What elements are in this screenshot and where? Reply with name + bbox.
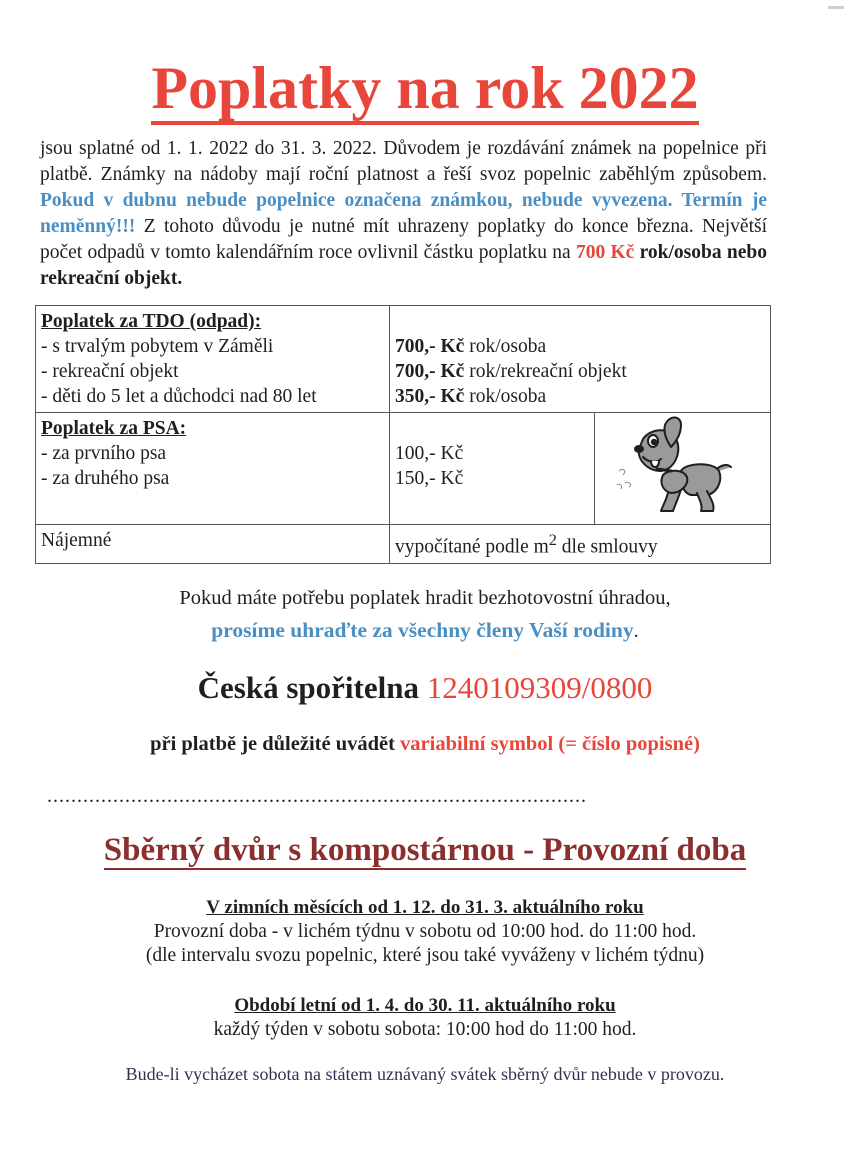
rent-label: Nájemné [41, 530, 112, 551]
tdo-labels-cell [36, 306, 390, 413]
dog-labels-cell [36, 413, 390, 525]
tdo-label: - rekreační objekt [41, 361, 179, 382]
cashless-line1: Pokud máte potřebu poplatek hradit bezhotovostní úhradou, [179, 587, 671, 609]
rent-label-cell [36, 525, 390, 564]
tdo-unit: rok/osoba [464, 386, 547, 407]
winter-heading: V zimních měsících od 1. 12. do 31. 3. aktuálního roku [206, 897, 644, 918]
bank-account [0, 668, 850, 708]
dog-amount: 100,- Kč [395, 443, 464, 464]
account-number: 1240109309/0800 [426, 670, 653, 705]
yard-title: Sběrný dvůr s kompostárnou - Provozní doba [103, 832, 747, 868]
summer-hours: každý týden v sobotu sobota: 10:00 hod do 11:00 hod. [213, 1019, 637, 1040]
tdo-amount-row [395, 359, 765, 384]
dog-heading: Poplatek za PSA: [41, 418, 187, 439]
tdo-amount-row [395, 334, 765, 359]
tdo-amount: 700,- Kč [395, 336, 465, 357]
dog-illustration-cell [595, 413, 771, 525]
vs-highlight: variabilní symbol (= číslo popisné) [400, 733, 700, 755]
page-title: Poplatky na rok 2022 [0, 48, 850, 128]
winter-note: (dle intervalu svozu popelnic, které jsou také vyváženy v lichém týdnu) [145, 945, 705, 966]
tdo-amount-row [395, 384, 765, 409]
intro-amount: 700 Kč [575, 242, 635, 263]
winter-hours: Provozní doba - v lichém týdnu v sobotu od 10:00 hod. do 11:00 hod. [153, 921, 697, 942]
cartoon-dog-icon [595, 413, 770, 517]
intro-paragraph [40, 136, 767, 292]
vs-text: při platbě je důležité uvádět [150, 733, 401, 755]
intro-warning: Pokud v dubnu nebude popelnice označena známkou, nebude vyvezena. Termín je neměnný!!! [40, 190, 767, 237]
holiday-note: Bude-li vycházet sobota na státem uznávaný svátek sběrný dvůr nebude v provozu. [125, 1064, 725, 1084]
tdo-amount: 350,- Kč [395, 386, 465, 407]
dog-label: - za druhého psa [41, 468, 170, 489]
intro-text-1: jsou splatné od 1. 1. 2022 do 31. 3. 2022. Důvodem je rozdávání známek na popelnice při platbě. Známky na nádoby mají roční platnost a řeší svoz popelnic zaběhlým způsobem. [40, 138, 767, 185]
table-row [36, 306, 771, 413]
intro-text-2: Z tohoto důvodu je nutné mít uhrazeny poplatky do konce března. Největší počet odpadů v tomto kalendářním roce ovlivnil částku poplatku na [40, 216, 767, 263]
dotted-separator: .......................................................................................... [47, 785, 587, 807]
table-row [36, 413, 771, 525]
cashless-note [0, 582, 850, 647]
tdo-label: - s trvalým pobytem v Záměli [41, 336, 274, 357]
dog-amounts-cell [390, 413, 595, 525]
tdo-unit: rok/rekreační objekt [464, 361, 627, 382]
tdo-unit: rok/osoba [464, 336, 547, 357]
cashless-line2: prosíme uhraďte za všechny členy Vaší rodiny [211, 618, 634, 642]
tdo-amounts-cell [390, 306, 771, 413]
cashless-line2-end: . [633, 620, 639, 642]
tdo-amount: 700,- Kč [395, 361, 465, 382]
scan-mark [828, 6, 844, 9]
bank-name: Česká spořitelna [197, 670, 427, 705]
rent-value-pre: vypočítané podle m [395, 536, 549, 558]
dog-label: - za prvního psa [41, 443, 167, 464]
dog-amount: 150,- Kč [395, 468, 464, 489]
rent-value-cell [390, 525, 771, 564]
tdo-label: - děti do 5 let a důchodci nad 80 let [41, 386, 317, 407]
variable-symbol-note [0, 730, 850, 758]
rent-value-post: dle smlouvy [556, 536, 658, 558]
rent-value-sup: 2 [548, 531, 557, 549]
fees-table [35, 305, 771, 564]
tdo-heading: Poplatek za TDO (odpad): [41, 311, 262, 332]
table-row [36, 525, 771, 564]
summer-heading: Období letní od 1. 4. do 30. 11. aktuálního roku [234, 995, 616, 1016]
intro-amount-unit: rok/osoba nebo rekreační objekt. [40, 242, 767, 289]
